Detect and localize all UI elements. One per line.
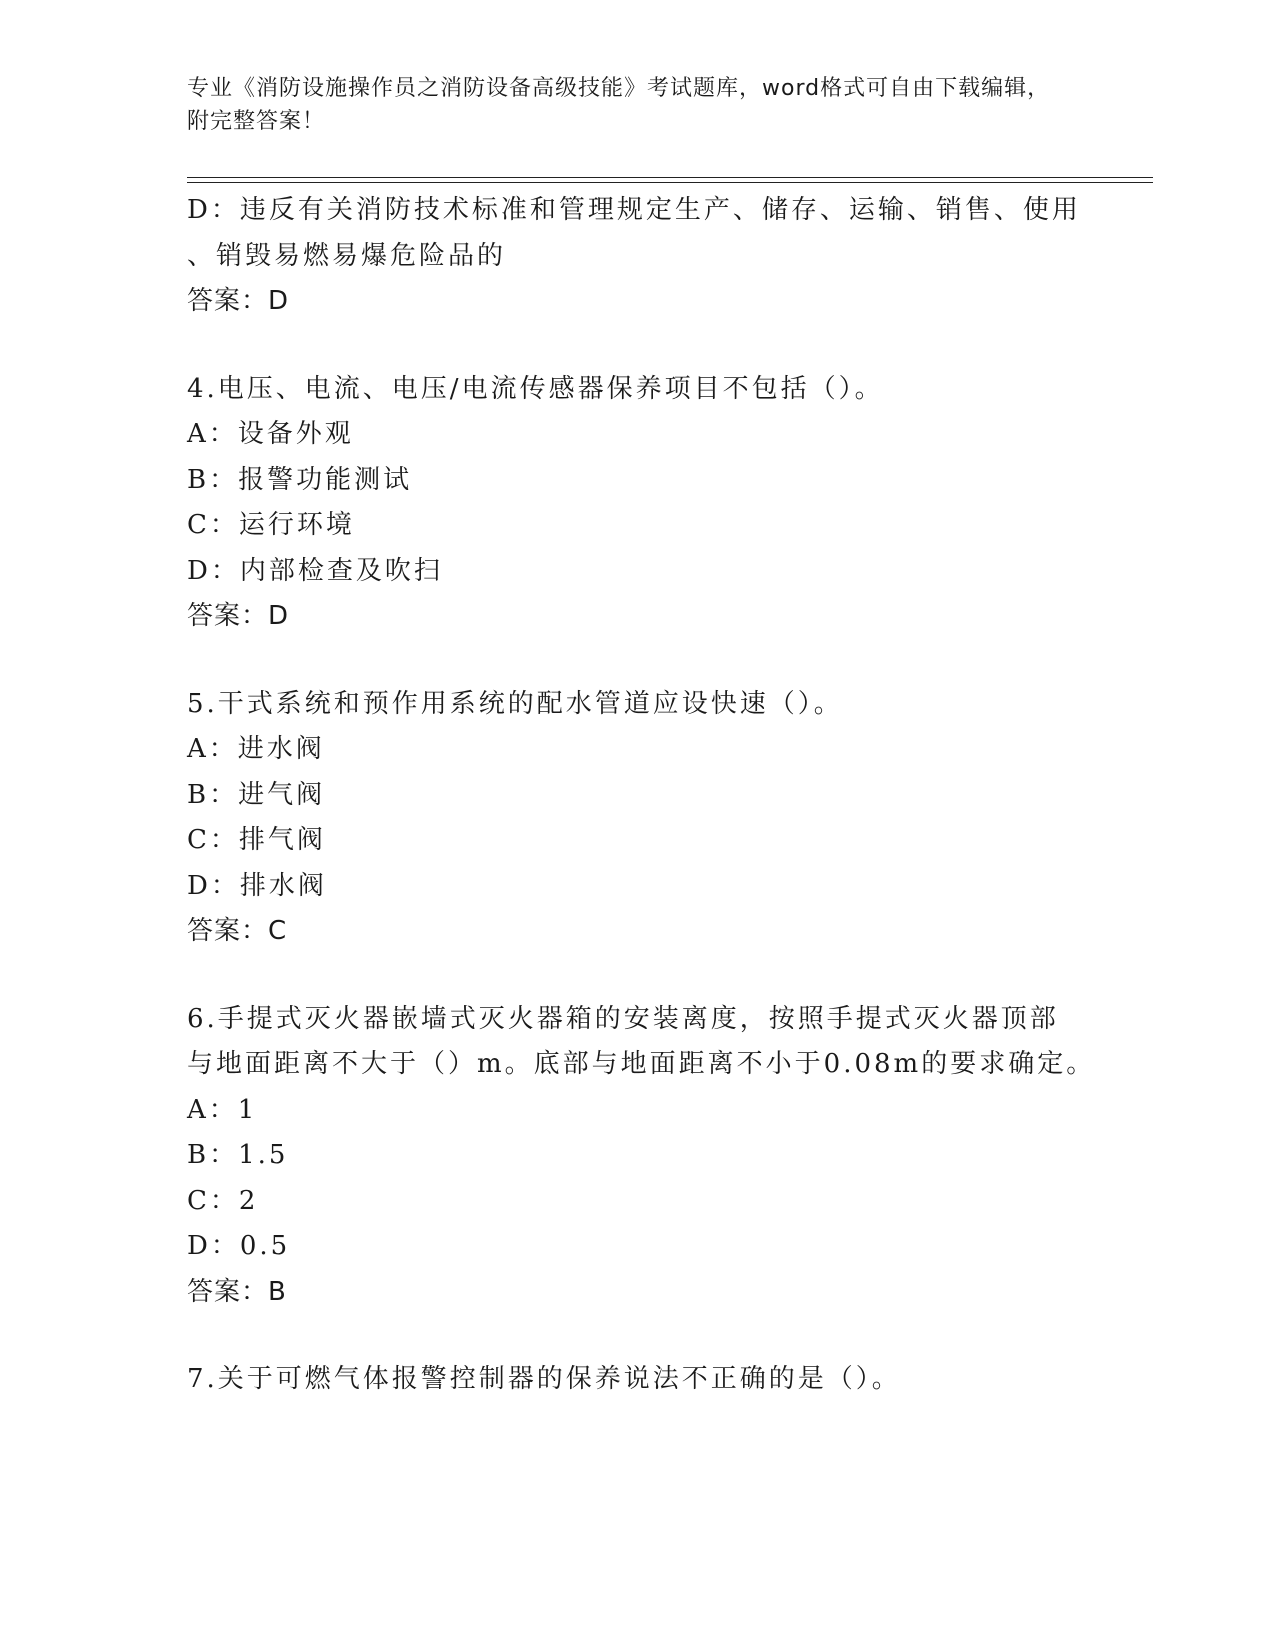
question-stem: 4.电压、电流、电压/电流传感器保养项目不包括（）。 <box>187 373 884 404</box>
option-d-continued: 、销毁易燃易爆危险品的 <box>187 240 507 271</box>
header-divider-bottom <box>187 182 1153 183</box>
question-block-6 <box>187 997 1096 1316</box>
answer-line: 答案：D <box>187 286 290 316</box>
question-block-7 <box>187 1357 1087 1403</box>
option-c: C：2 <box>187 1185 259 1216</box>
option-a: A：设备外观 <box>187 419 354 449</box>
option-a: A：1 <box>187 1094 258 1125</box>
option-b: B：报警功能测试 <box>187 464 413 495</box>
answer-line: 答案：C <box>187 916 288 946</box>
question-spacer <box>187 325 1087 367</box>
option-b: B：1.5 <box>187 1140 289 1170</box>
question-spacer <box>187 1315 1087 1357</box>
option-a: A：进水阀 <box>187 734 325 764</box>
option-c: C：运行环境 <box>187 510 355 540</box>
question-block-4 <box>187 367 1087 640</box>
question-stem: 6.手提式灭火器嵌墙式灭火器箱的安装离度，按照手提式灭火器顶部 <box>187 1003 1059 1034</box>
question-stem-continued: 与地面距离不大于（）m。底部与地面距离不小于0.08m的要求确定。 <box>187 1049 1096 1079</box>
option-d: D：内部检查及吹扫 <box>187 555 443 586</box>
question-block-prev <box>187 188 1087 325</box>
document-header: 专业《消防设施操作员之消防设备高级技能》考试题库，word格式可自由下载编辑，附完整答案！ <box>187 76 1051 134</box>
option-d: D：排水阀 <box>187 870 327 901</box>
question-list <box>187 188 1096 1403</box>
question-block-5 <box>187 682 1087 955</box>
option-d: D：0.5 <box>187 1231 291 1261</box>
header-divider-top <box>187 177 1153 178</box>
option-d: D：违反有关消防技术标准和管理规定生产、储存、运输、销售、使用 <box>187 195 1081 225</box>
option-c: C：排气阀 <box>187 825 326 855</box>
question-stem: 5.干式系统和预作用系统的配水管道应设快速（）。 <box>187 688 843 719</box>
answer-line: 答案：D <box>187 601 290 631</box>
question-stem: 7.关于可燃气体报警控制器的保养说法不正确的是（）。 <box>187 1364 901 1394</box>
answer-line: 答案：B <box>187 1276 287 1307</box>
option-b: B：进气阀 <box>187 779 326 810</box>
question-spacer <box>187 640 1087 682</box>
question-spacer <box>187 955 1087 997</box>
